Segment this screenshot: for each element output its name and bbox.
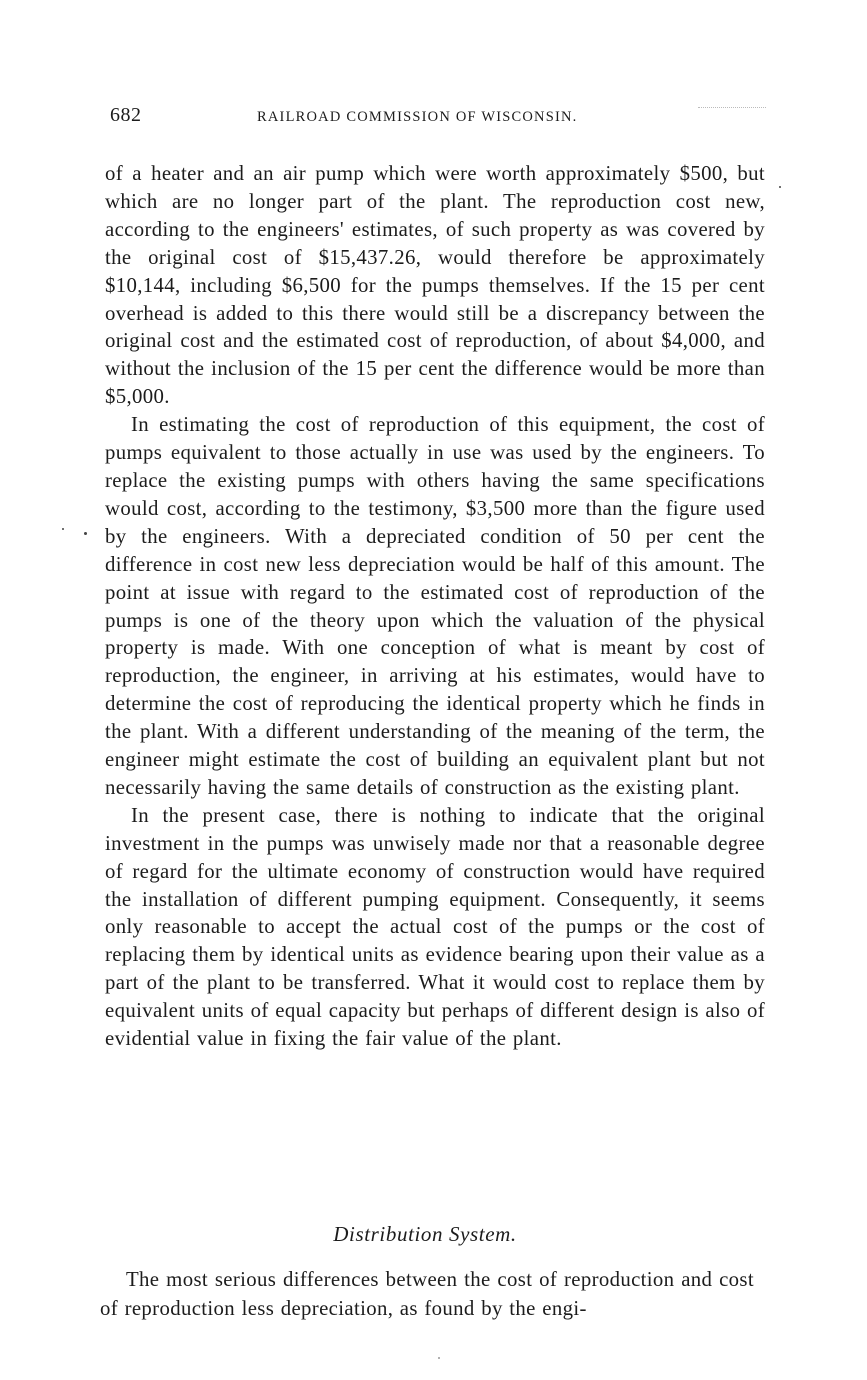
ink-speck	[62, 528, 64, 530]
paragraph-1: of a heater and an air pump which were worth approximately $500, but which are no longer part of the plant. The reproduction cost new, according to the engineers' estimates, of such property as was covered by the original cost of $15,437.26, would therefore be approximately $10,144, including $6,500 for the pumps themselves. If the 15 per cent overhead is added to this there would still be a discrepancy between the original cost and the estimated cost of reproduction, of about $4,000, and without the inclusion of the 15 per cent the difference would be more than $5,000.	[105, 162, 765, 409]
paragraph-4: The most serious differences between the cost of reproduction and cost of reproduction less depreciation, as found by the engi-	[100, 1268, 754, 1320]
ink-speck	[84, 532, 87, 535]
paragraph-2: In estimating the cost of reproduction of this equipment, the cost of pumps equivalent to those actually in use was used by the engineers. To replace the existing pumps with others having the same specifications would cost, according to the testimony, $3,500 more than the figure used by the engineers. With a depreciated condition of 50 per cent the difference in cost new less depreciation would be half of this amount. The point at issue with regard to the estimated cost of reproduction of the pumps is one of the theory upon which the valuation of the physical property is made. With one conception of what is meant by cost of reproduction, the engineer, in arriving at his estimates, would have to determine the cost of reproducing the identical property which he finds in the plant. With a different understanding of the meaning of the term, the engineer might estimate the cost of building an equivalent plant but not necessarily having the same details of construction as the existing plant.	[105, 413, 765, 799]
section-heading: Distribution System.	[333, 1222, 517, 1246]
page-number: 682	[110, 104, 142, 126]
ink-speck	[438, 1357, 440, 1359]
final-paragraph-block	[100, 1265, 754, 1323]
paragraph-3: In the present case, there is nothing to indicate that the original investment in the pumps was unwisely made nor that a reasonable degree of regard for the ultimate economy of construction would have required the installation of different pumping equipment. Consequently, it seems only reasonable to accept the actual cost of the pumps or the cost of replacing them by identical units as evidence bearing upon their value as a part of the plant to be transferred. What it would cost to replace them by equivalent units of equal capacity but perhaps of different design is also of evidential value in fixing the fair value of the plant.	[105, 803, 765, 1051]
scan-mark	[698, 107, 766, 110]
page-header	[110, 104, 770, 134]
body-text	[105, 160, 765, 1053]
running-head: RAILROAD COMMISSION OF WISCONSIN.	[257, 109, 578, 125]
ink-speck	[779, 186, 781, 188]
